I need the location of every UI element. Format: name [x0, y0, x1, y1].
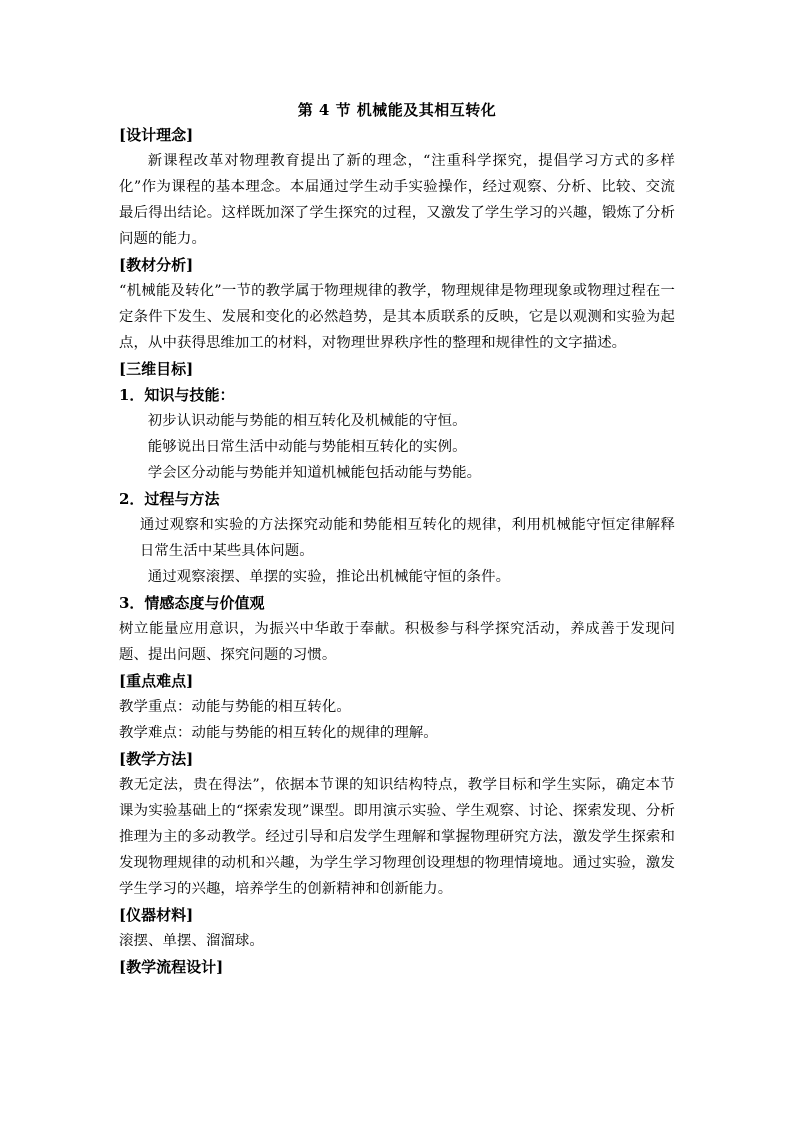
- goal-attitude-line-1: 树立能量应用意识，为振兴中华敢于奉献。积极参与科学探究活动，养成善于发现问题、提出问题、探究问题的习惯。: [119, 621, 675, 663]
- goal-knowledge-line-2: 能够说出日常生活中动能与势能相互转化的实例。: [147, 439, 467, 455]
- goal-heading-attitude: 3．情感态度与价值观: [119, 594, 265, 612]
- section-heading-goals: [三维目标]: [119, 360, 194, 378]
- paragraph-analysis: “机械能及转化”一节的教学属于物理规律的教学，物理规律是物理现象或物理过程在一定条件下发生、发展和变化的必然趋势，是其本质联系的反映，它是以观测和实验为起点，从中获得思维加工的材料，对物理世界秩序性的整理和规律性的文字描述。: [119, 283, 675, 351]
- goal-knowledge-line-1: 初步认识动能与势能的相互转化及机械能的守恒。: [147, 413, 467, 429]
- paragraph-materials: 滚摆、单摆、溜溜球。: [119, 933, 264, 949]
- keypoint-focus: 教学重点：动能与势能的相互转化。: [119, 699, 351, 715]
- section-heading-materials: [仪器材料]: [119, 906, 194, 924]
- goal-process-line-1: 通过观察和实验的方法探究动能和势能相互转化的规律，利用机械能守恒定律解释日常生活中某些具体问题。: [139, 517, 675, 559]
- section-heading-flow: [教学流程设计]: [119, 958, 224, 976]
- paragraph-concept: 新课程改革对物理教育提出了新的理念，“注重科学探究，提倡学习方式的多样化”作为课程的基本理念。本届通过学生动手实验操作，经过观察、分析、比较、交流最后得出结论。这样既加深了学生探究的过程，又激发了学生学习的兴趣，锻炼了分析问题的能力。: [119, 153, 675, 247]
- section-heading-analysis: [教材分析]: [119, 256, 194, 274]
- paragraph-method: 教无定法，贵在得法”，依据本节课的知识结构特点，教学目标和学生实际，确定本节课为实验基础上的“探索发现”课型。即用演示实验、学生观察、讨论、探索发现、分析推理为主的多动教学。经过引导和启发学生理解和掌握物理研究方法，激发学生探索和发现物理规律的动机和兴趣，为学生学习物理创设理想的物理情境地。通过实验，激发学生学习的兴趣，培养学生的创新精神和创新能力。: [119, 777, 675, 897]
- section-heading-keypoints: [重点难点]: [119, 672, 194, 690]
- document-title: 第 4 节 机械能及其相互转化: [297, 101, 497, 119]
- goal-knowledge-line-3: 学会区分动能与势能并知道机械能包括动能与势能。: [147, 465, 482, 481]
- keypoint-difficulty: 教学难点：动能与势能的相互转化的规律的理解。: [119, 725, 438, 741]
- goal-process-line-2: 通过观察滚摆、单摆的实验，推论出机械能守恒的条件。: [147, 569, 511, 585]
- section-heading-concept: [设计理念]: [119, 126, 194, 144]
- document-page: [119, 100, 675, 980]
- section-heading-method: [教学方法]: [119, 750, 194, 768]
- goal-heading-knowledge: 1．知识与技能：: [119, 386, 235, 404]
- goal-heading-process: 2．过程与方法: [119, 490, 220, 508]
